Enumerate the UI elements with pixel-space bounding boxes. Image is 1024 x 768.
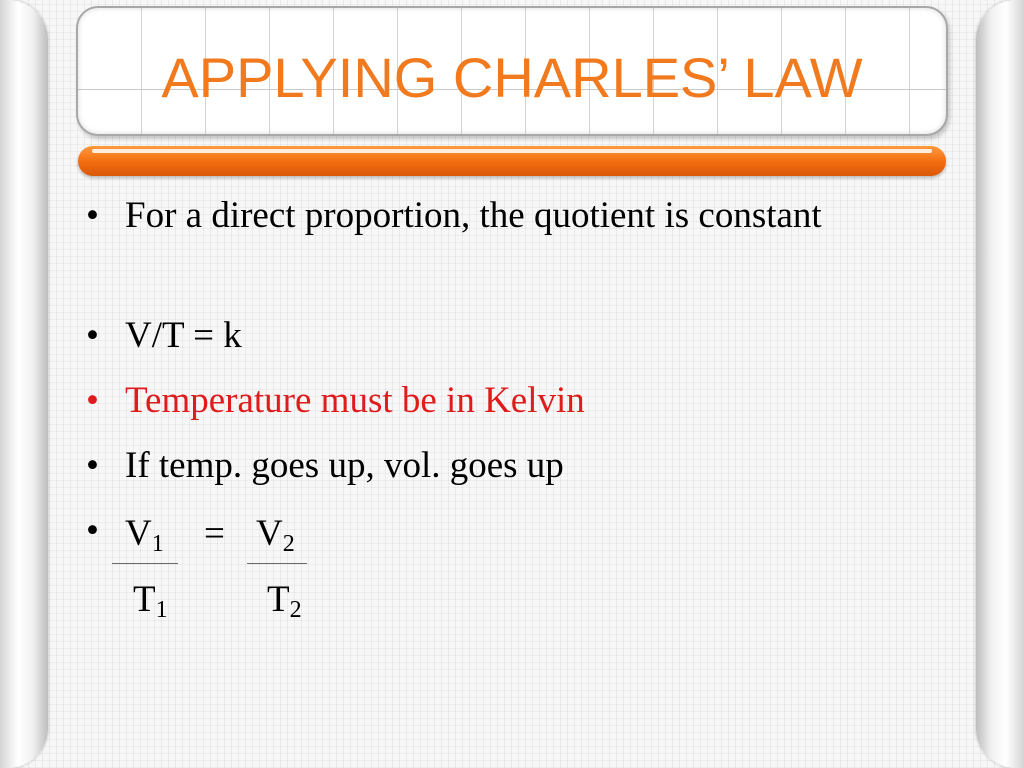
- bullet-item: [86, 190, 906, 294]
- bullet-text: V/T = k: [125, 315, 242, 356]
- accent-divider-bar: [78, 146, 946, 176]
- bullet-item: [86, 310, 906, 362]
- bullet-marker: •: [86, 195, 99, 236]
- fraction-bar-right: [247, 563, 307, 564]
- equation-numerator-left: [125, 512, 164, 560]
- equation-symbol: V: [125, 513, 152, 554]
- equation-symbol: V: [256, 513, 283, 554]
- equation-equals: =: [204, 513, 225, 554]
- right-side-bar: [976, 0, 1024, 768]
- bullet-text: For a direct proportion, the quotient is constant: [125, 195, 822, 236]
- bullet-marker: •: [86, 510, 99, 551]
- accent-bar-highlight: [92, 149, 932, 153]
- bullet-item: [86, 440, 906, 492]
- slide-title: APPLYING CHARLES’ LAW: [161, 46, 863, 109]
- equation-subscript: 1: [151, 531, 164, 557]
- equation-denominator-left: [133, 578, 168, 626]
- equation-subscript: 2: [289, 597, 302, 623]
- fraction-bar-left: [112, 563, 178, 564]
- equation-symbol: T: [133, 579, 156, 620]
- equation-numerator-right: [256, 512, 295, 560]
- equation-subscript: 2: [282, 531, 295, 557]
- bullet-marker: •: [86, 315, 99, 356]
- left-side-bar: [0, 0, 48, 768]
- bullet-marker: •: [86, 445, 99, 486]
- bullet-marker: •: [86, 380, 99, 421]
- equation-subscript: 1: [155, 597, 168, 623]
- equation-symbol: T: [267, 579, 290, 620]
- bullet-text: If temp. goes up, vol. goes up: [125, 445, 564, 486]
- equation-denominator-right: [267, 578, 302, 626]
- bullet-item-highlighted: [86, 375, 906, 427]
- bullet-text: Temperature must be in Kelvin: [125, 380, 585, 421]
